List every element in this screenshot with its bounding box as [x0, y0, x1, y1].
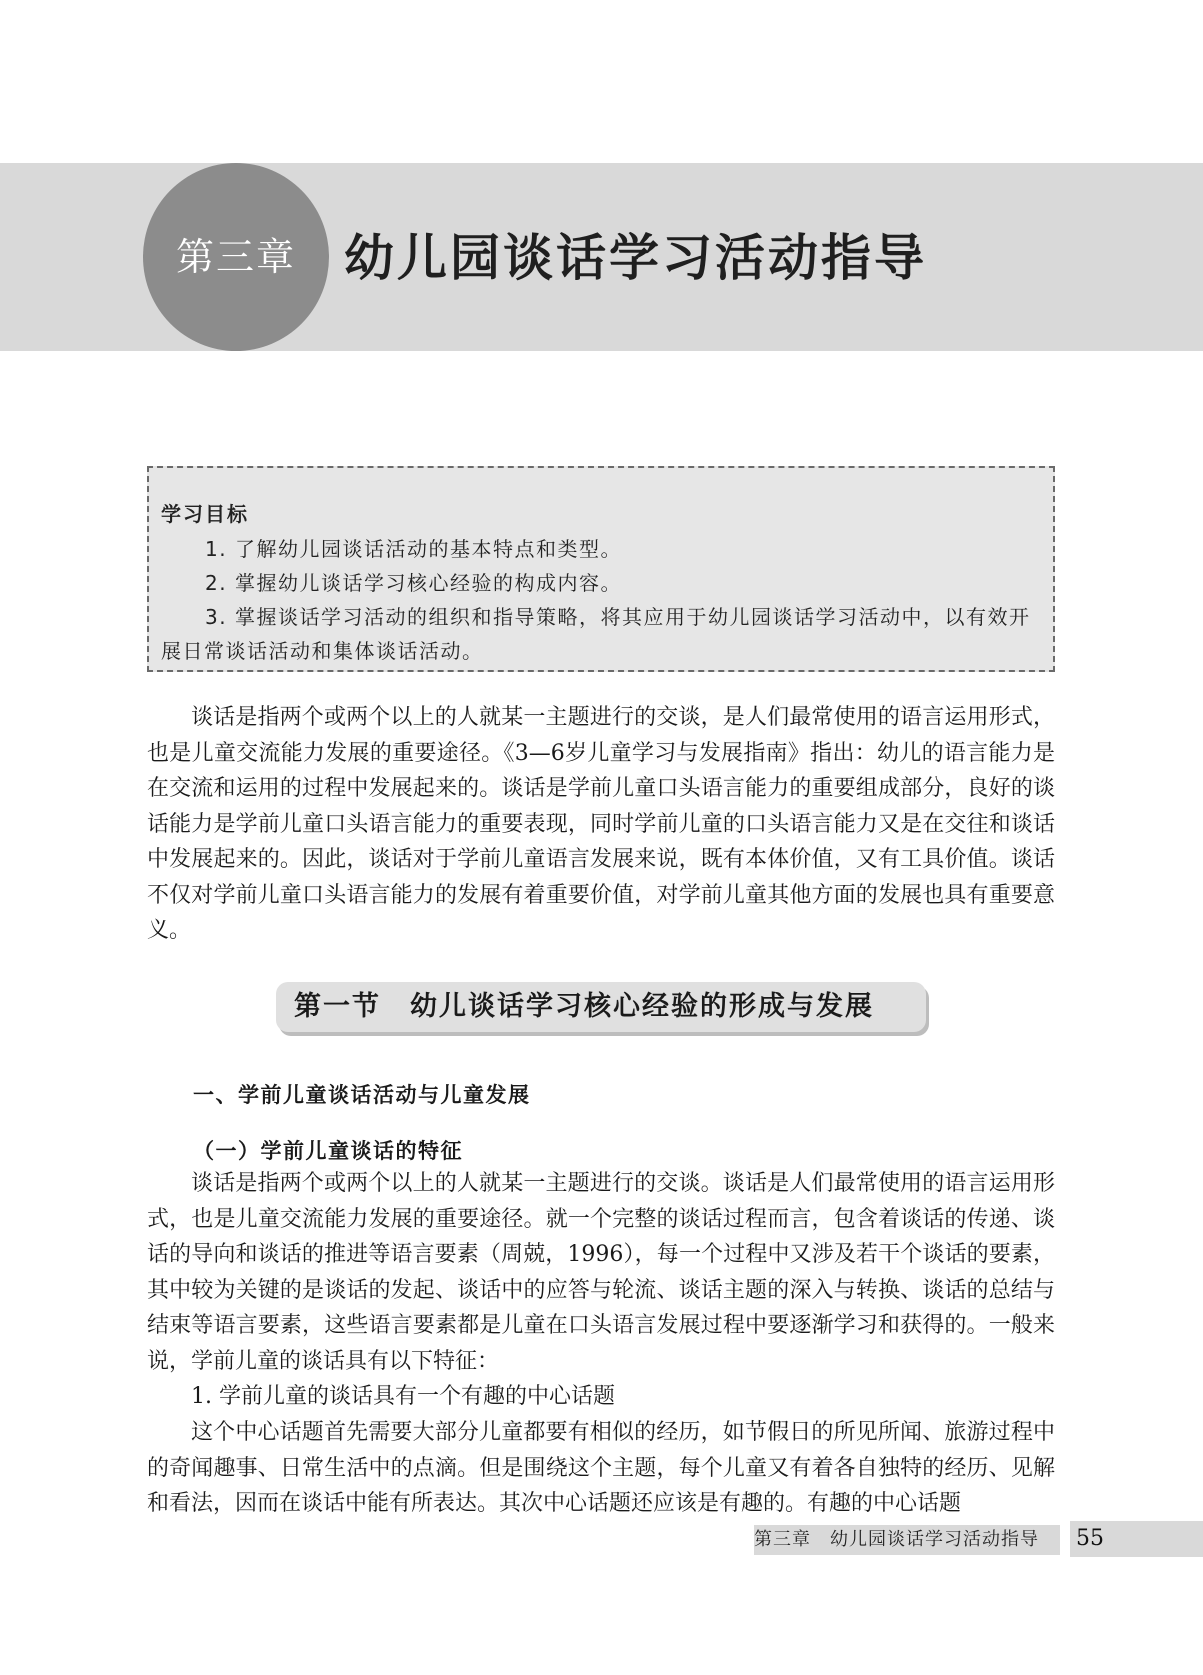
chapter-label: 第三章: [175, 235, 296, 279]
running-footer-title: 第三章 幼儿园谈话学习活动指导: [754, 1529, 1039, 1550]
chapter-title: 幼儿园谈话学习活动指导: [344, 229, 927, 287]
paragraph-characteristics: 谈话是指两个或两个以上的人就某一主题进行的交谈。谈话是人们最常使用的语言运用形式，也是儿童交流能力发展的重要途径。就一个完整的谈话过程而言，包含着谈话的传递、谈话的导向和谈话的推进等语言要素（周兢，1996），每一个过程中又涉及若干个谈话的要素，其中较为关键的是谈话的发起、谈话中的应答与轮流、谈话主题的深入与转换、谈话的总结与结束等语言要素，这些语言要素都是儿童在口头语言发展过程中要逐渐学习和获得的。一般来说，学前儿童的谈话具有以下特征：: [147, 1171, 1055, 1374]
sub-subsection-heading: （一）学前儿童谈话的特征: [193, 1139, 463, 1163]
learning-objectives-box: [147, 466, 1055, 672]
point-heading-1: 1. 学前儿童的谈话具有一个有趣的中心话题: [191, 1384, 615, 1409]
objective-item-2: 2. 掌握幼儿谈话学习核心经验的构成内容。: [205, 571, 622, 595]
objectives-heading: 学习目标: [161, 502, 249, 526]
intro-paragraph: 谈话是指两个或两个以上的人就某一主题进行的交谈，是人们最常使用的语言运用形式，也是儿童交流能力发展的重要途径。《3—6岁儿童学习与发展指南》指出：幼儿的语言能力是在交流和运用的过程中发展起来的。谈话是学前儿童口头语言能力的重要组成部分，良好的谈话能力是学前儿童口头语言能力的重要表现，同时学前儿童的口头语言能力又是在交往和谈话中发展起来的。因此，谈话对于学前儿童语言发展来说，既有本体价值，又有工具价值。谈话不仅对学前儿童口头语言能力的发展有着重要价值，对学前儿童其他方面的发展也具有重要意义。: [147, 705, 1055, 943]
subsection-heading: 一、学前儿童谈话活动与儿童发展: [193, 1083, 531, 1107]
objective-item-1: 1. 了解幼儿园谈话活动的基本特点和类型。: [205, 537, 622, 561]
objective-item-3: 3. 掌握谈话学习活动的组织和指导策略，将其应用于幼儿园谈话学习活动中，以有效开展日常谈话活动和集体谈话活动。: [161, 605, 1031, 663]
page-number: 55: [1076, 1526, 1104, 1551]
paragraph-central-topic: 这个中心话题首先需要大部分儿童都要有相似的经历，如节假日的所见所闻、旅游过程中的奇闻趣事、日常生活中的点滴。但是围绕这个主题，每个儿童又有着各自独特的经历、见解和看法，因而在谈话中能有所表达。其次中心话题还应该是有趣的。有趣的中心话题: [147, 1420, 1055, 1516]
section-title: 第一节 幼儿谈话学习核心经验的形成与发展: [276, 982, 926, 1032]
